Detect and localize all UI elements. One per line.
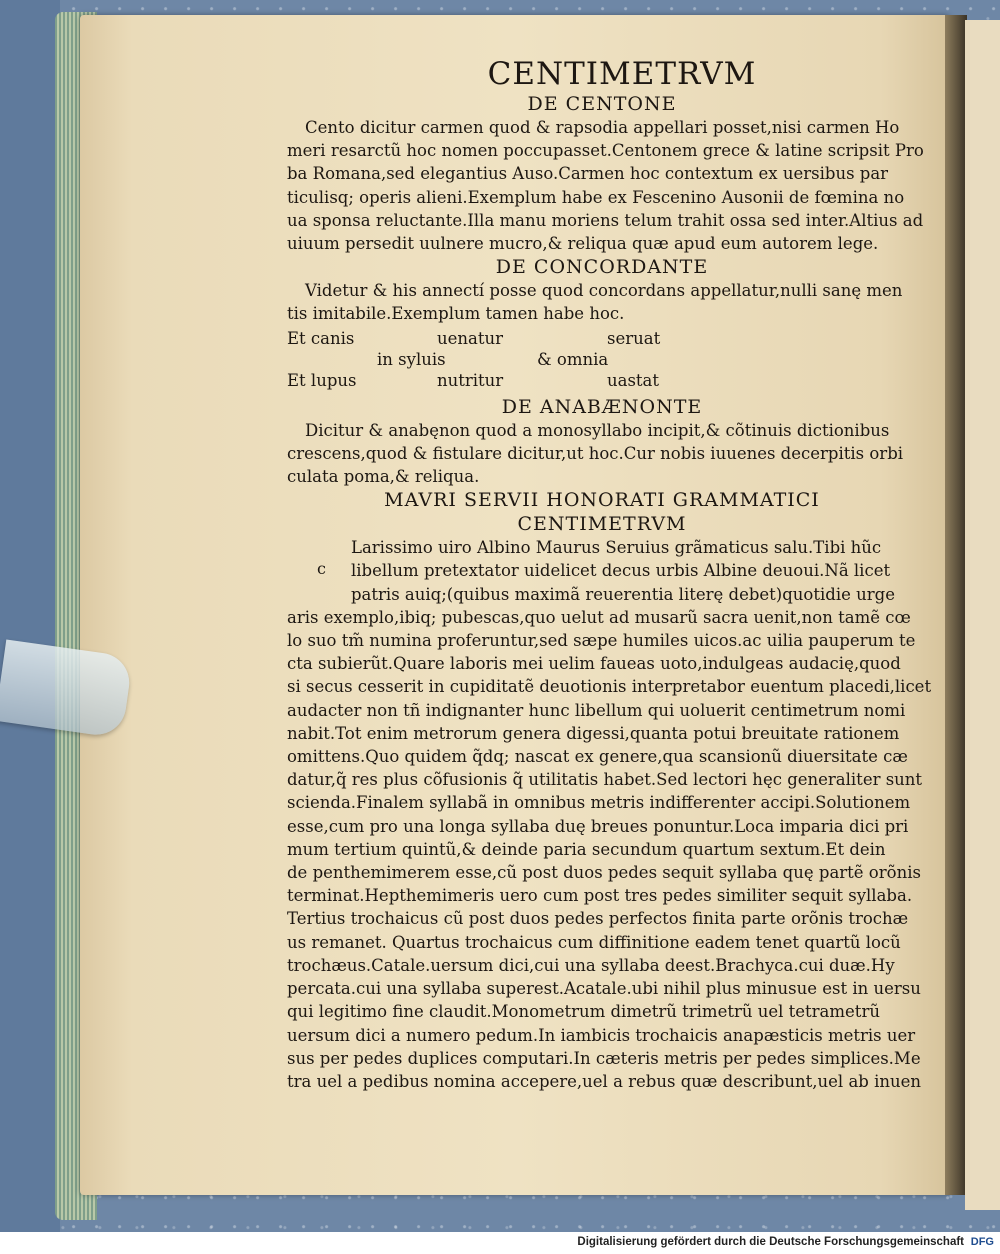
text-line: patris auiq;(quibus maximã reuerentia literę debet)quotidie urge (351, 584, 895, 604)
grid-cell: Et canis (287, 328, 355, 348)
grid-cell: seruat (607, 328, 661, 348)
text-line: aris exemplo,ibiq; pubescas,quo uelut ad musarũ sacra uenit,non tamẽ cœ (287, 607, 911, 627)
heading-mauri-servii: MAVRI SERVII HONORATI GRAMMATICI (384, 489, 820, 512)
grid-cell (437, 349, 537, 370)
grid-cell: uenatur (437, 328, 503, 348)
grid-cell (607, 349, 687, 370)
grid-cell: Et lupus (287, 370, 357, 390)
text-line: Dicitur & anabęnon quod a monosyllabo incipit,& cõtinuis dictionibus (305, 420, 890, 440)
text-line: terminat.Hepthemimeris uero cum post tres pedes similiter sequit syllaba. (287, 886, 913, 906)
grid-cell (287, 349, 377, 370)
text-line: uiuum persedit uulnere mucro,& reliqua quæ apud eum autorem lege. (287, 234, 879, 254)
grid-cell (537, 328, 607, 349)
text-line: Cento dicitur carmen quod & rapsodia appellari posset,nisi carmen Ho (305, 118, 900, 137)
funding-credit: Digitalisierung gefördert durch die Deutsche Forschungsgemeinschaft (577, 1236, 964, 1248)
text-line: percata.cui una syllaba superest.Acatale.ubi nihil plus minusue est in uersu (287, 979, 921, 999)
concordans-example-grid (287, 328, 917, 391)
text-line: esse,cum pro una longa syllaba duę breues ponuntur.Loca imparia dici pri (287, 816, 909, 836)
text-line: uersum dici a numero pedum.In iambicis trochaicis anapæsticis metris uer (287, 1025, 916, 1045)
text-line: tra uel a pedibus nomina accepere,uel a rebus quæ describunt,uel ab inuen (287, 1071, 922, 1091)
text-line: libellum pretextator uidelicet decus urbis Albine deuoui.Nã licet (351, 561, 891, 581)
section-anabaenonte (287, 419, 917, 489)
text-line: trochæus.Catale.uersum dici,cui una syllaba deest.Brachyca.cui duæ.Hy (287, 955, 895, 975)
text-line: ua sponsa reluctante.Illa manu moriens telum trahit ossa sed inter.Altius ad (287, 210, 924, 230)
section-mauri (287, 536, 932, 1093)
text-line: scienda.Finalem syllabã in omnibus metris indifferenter accipi.Solutionem (287, 793, 911, 813)
heading-de-concordante: DE CONCORDANTE (495, 256, 709, 279)
grid-cell: uastat (607, 370, 660, 390)
text-line: si secus cesserit in cupiditatẽ deuotionis interpretabor euentum placedi,licet (287, 677, 932, 697)
text-line: Larissimo uiro Albino Maurus Seruius grãmaticus salu.Tibi hũc (351, 538, 882, 558)
guide-letter: c (317, 559, 326, 579)
grid-cell: nutritur (437, 370, 504, 390)
dfg-logo: DFG (970, 1236, 994, 1248)
text-line: audacter non tñ indignanter hunc libellum qui uoluerit centimetrum nomi (287, 700, 906, 720)
section-concordante (287, 279, 917, 390)
text-line: de penthemimerem esse,cũ post duos pedes sequit syllaba quę partẽ orõnis (287, 863, 921, 883)
heading-de-centone: DE CENTONE (527, 93, 677, 115)
heading-centimetrum: CENTIMETRVM (517, 513, 687, 536)
book-gutter (945, 15, 967, 1195)
text-line: Videtur & his annectí posse quod concordans appellatur,nulli sanę men (305, 281, 903, 301)
text-line: sus per pedes duplices computari.In cæteris metris per pedes simplices.Me (287, 1048, 921, 1068)
book-cover (0, 0, 60, 1232)
text-line: omittens.Quo quidem q̃dq; nascat ex genere,qua scansionũ diuersitate cæ (287, 747, 908, 767)
text-line: us remanet. Quartus trochaicus cum diffinitione eadem tenet quartũ locũ (287, 932, 901, 952)
footer-bar (0, 1232, 1000, 1254)
text-line: datur,q̃ res plus cõfusionis q̃ utilitatis habet.Sed lectori hęc generaliter sunt (287, 770, 923, 790)
facing-page-edge (965, 20, 1000, 1210)
text-line: culata poma,& reliqua. (287, 467, 480, 487)
grid-cell: in syluis (377, 349, 446, 369)
text-line: lo suo tm̃ numina proferuntur,sed sæpe humiles uicos.ac uilia pauperum te (287, 631, 916, 651)
text-line: meri resarctũ hoc nomen poccupasset.Centonem grece & latine scripsit Pro (287, 141, 924, 161)
text-line: qui legitimo fine claudit.Monometrum dimetrũ trimetrũ uel tetrametrũ (287, 1002, 880, 1022)
text-line: ticulisq; operis alieni.Exemplum habe ex Fescenino Ausonii de fœmina no (287, 187, 905, 207)
text-line: cta subierũt.Quare laboris mei uelim faueas uoto,indulgeas audacię,quod (287, 654, 901, 674)
text-line: mum tertium quintũ,& deinde paria secundum quartum sextum.Et dein (287, 839, 886, 859)
section-centone (287, 116, 924, 255)
text-line: nabit.Tot enim metrorum genera digessi,quanta potui breuitate rationem (287, 723, 900, 743)
page-text (287, 56, 932, 1093)
grid-cell: & omnia (537, 349, 609, 369)
grid-cell (377, 370, 437, 391)
grid-cell (377, 328, 437, 349)
text-line: crescens,quod & fistulare dicitur,ut hoc.Cur nobis iuuenes decerpitis orbi (287, 443, 904, 463)
text-line: tis imitabile.Exemplum tamen habe hoc. (287, 304, 625, 324)
text-line: Tertius trochaicus cũ post duos pedes perfectos finita parte orõnis trochæ (287, 909, 909, 929)
heading-de-anabaenonte: DE ANABÆNONTE (501, 395, 703, 418)
text-line: ba Romana,sed elegantius Auso.Carmen hoc contextum ex uersibus par (287, 164, 889, 184)
grid-cell (537, 370, 607, 391)
page-title: CENTIMETRVM (487, 56, 757, 92)
